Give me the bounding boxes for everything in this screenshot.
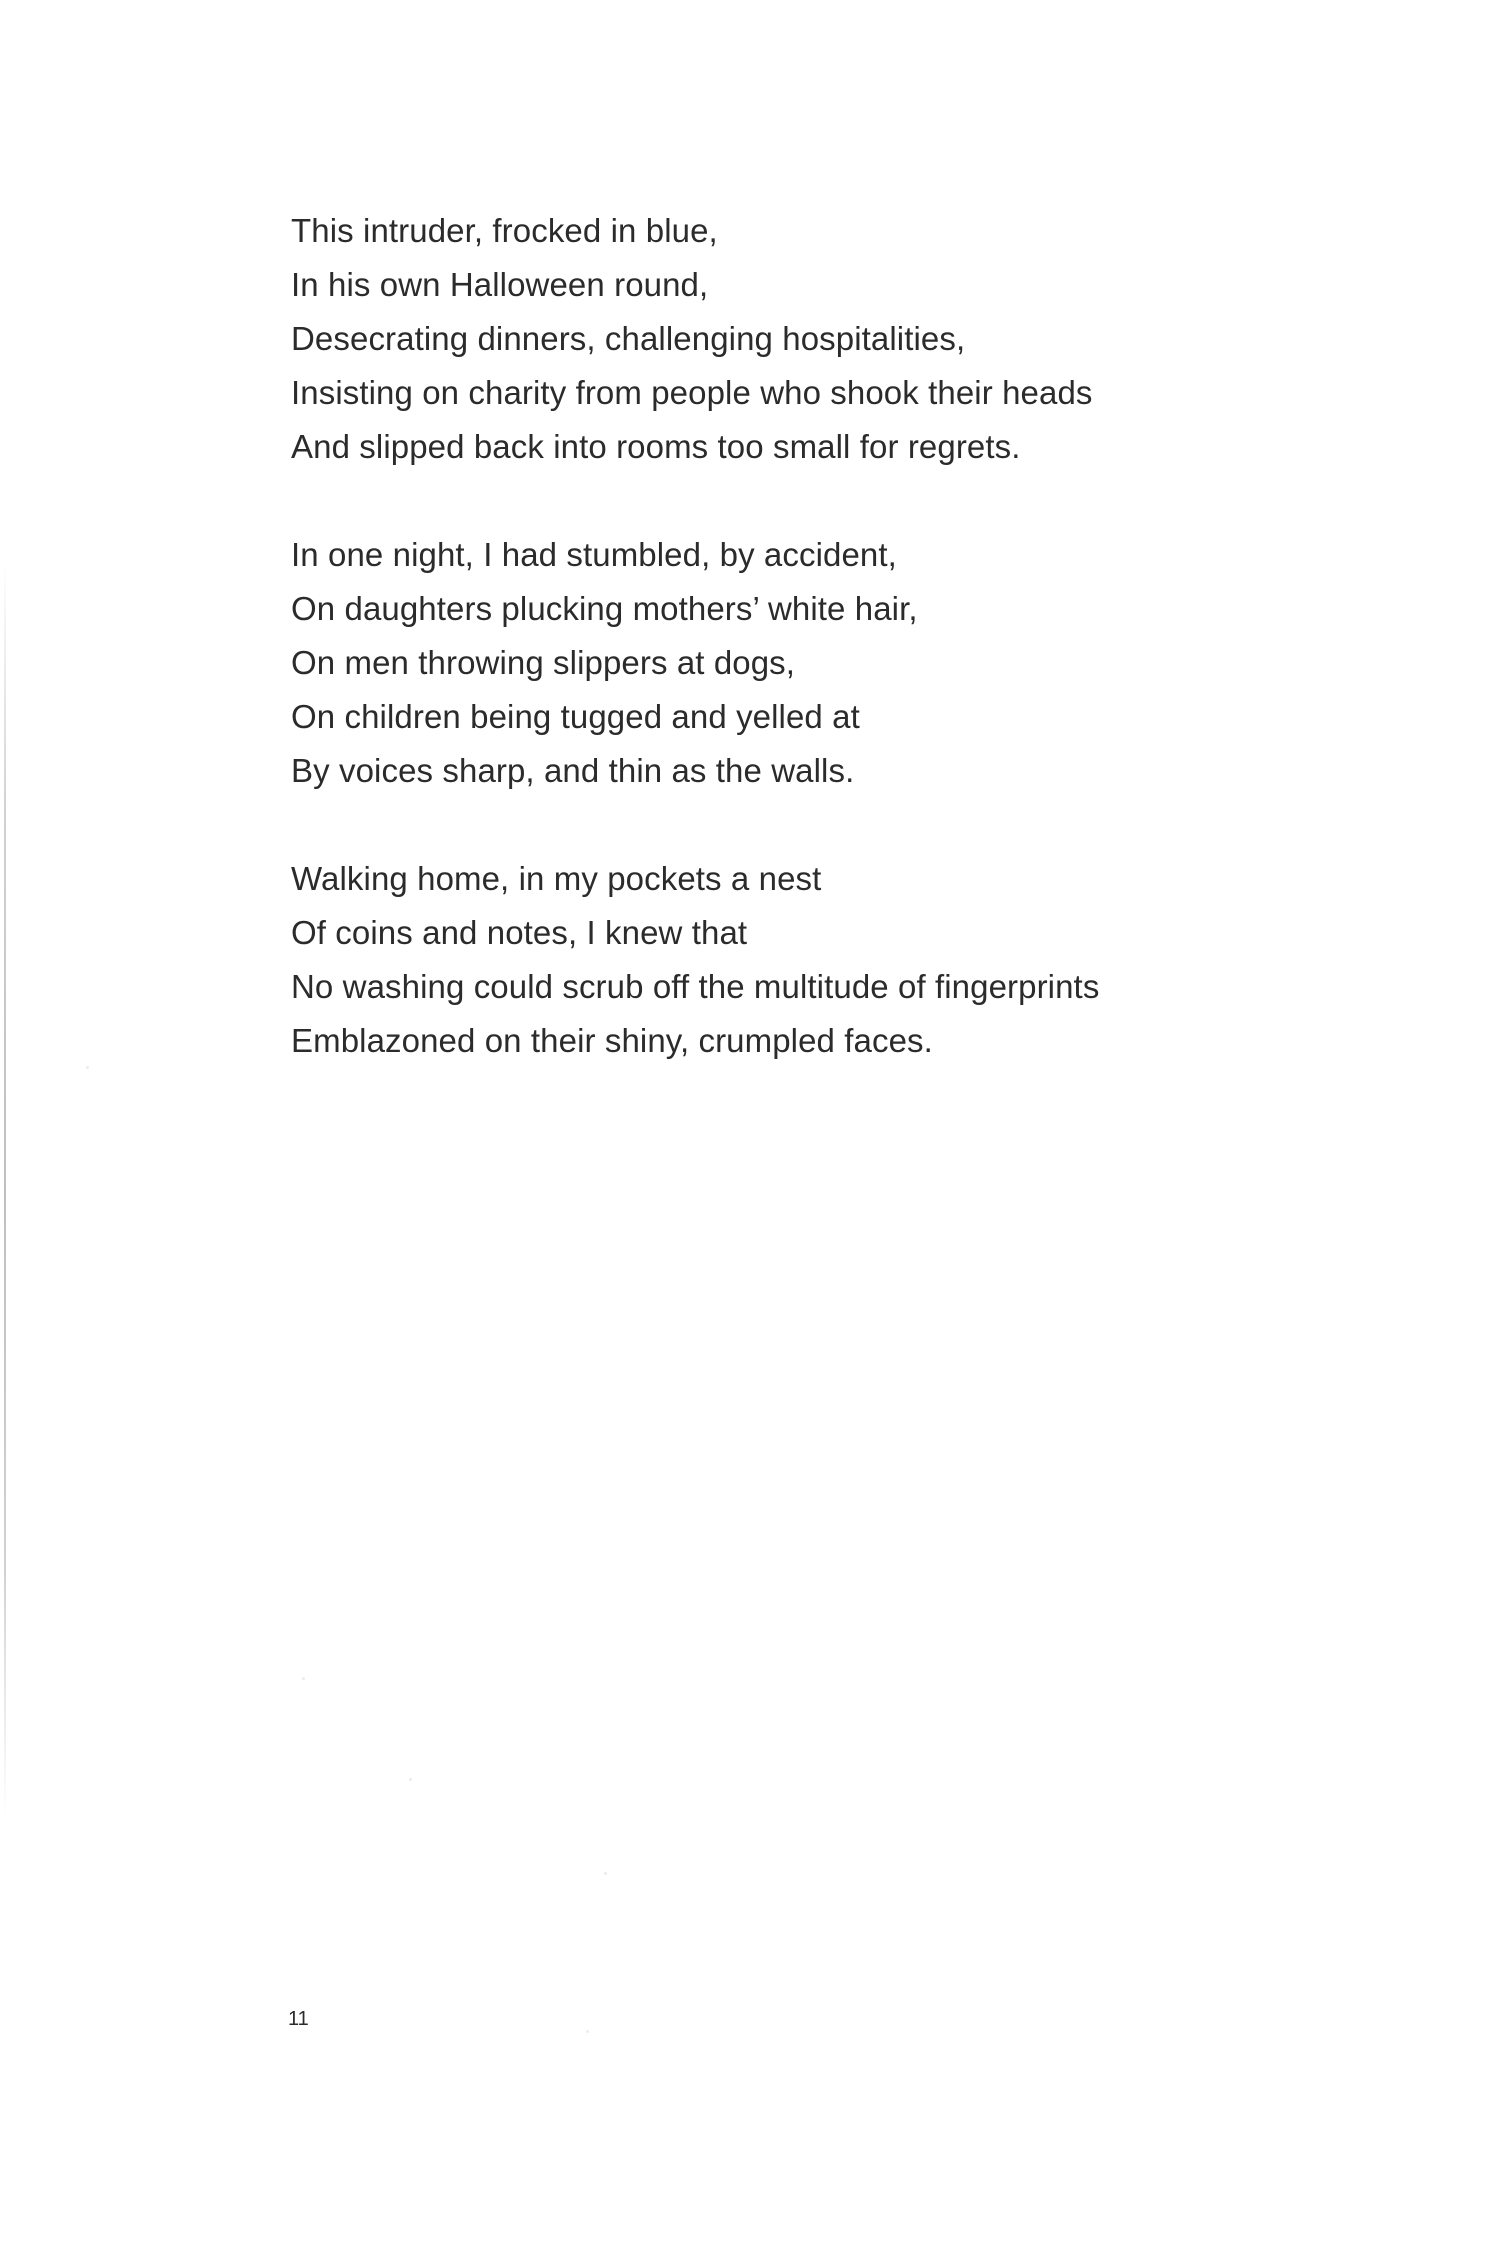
page-binding-shadow [4, 560, 6, 1820]
poem-line: No washing could scrub off the multitude of fingerprints [291, 968, 1100, 1005]
stanza-3 [291, 852, 1291, 1068]
poem-line: By voices sharp, and thin as the walls. [291, 752, 855, 789]
poem-line: Insisting on charity from people who shook their heads [291, 374, 1093, 411]
poem-line: Emblazoned on their shiny, crumpled faces. [291, 1022, 933, 1059]
poem-line: This intruder, frocked in blue, [291, 212, 718, 249]
poem-line: Walking home, in my pockets a nest [291, 860, 822, 897]
poem-line: Desecrating dinners, challenging hospitalities, [291, 320, 966, 357]
scan-speck [302, 1677, 305, 1680]
scan-speck [86, 1066, 89, 1069]
poem-body [291, 204, 1291, 1068]
poem-line: On men throwing slippers at dogs, [291, 644, 796, 681]
poem-line: And slipped back into rooms too small for regrets. [291, 428, 1021, 465]
poem-line: Of coins and notes, I knew that [291, 914, 748, 951]
poem-line: On daughters plucking mothers’ white hair, [291, 590, 918, 627]
scan-speck [409, 1778, 412, 1781]
poem-line: On children being tugged and yelled at [291, 698, 860, 735]
scan-speck [586, 2030, 589, 2033]
page-number: 11 [288, 2008, 309, 2030]
stanza-1 [291, 204, 1291, 474]
stanza-2 [291, 528, 1291, 798]
poem-line: In his own Halloween round, [291, 266, 709, 303]
scan-speck [604, 1872, 607, 1875]
poem-line: In one night, I had stumbled, by accident, [291, 536, 897, 573]
